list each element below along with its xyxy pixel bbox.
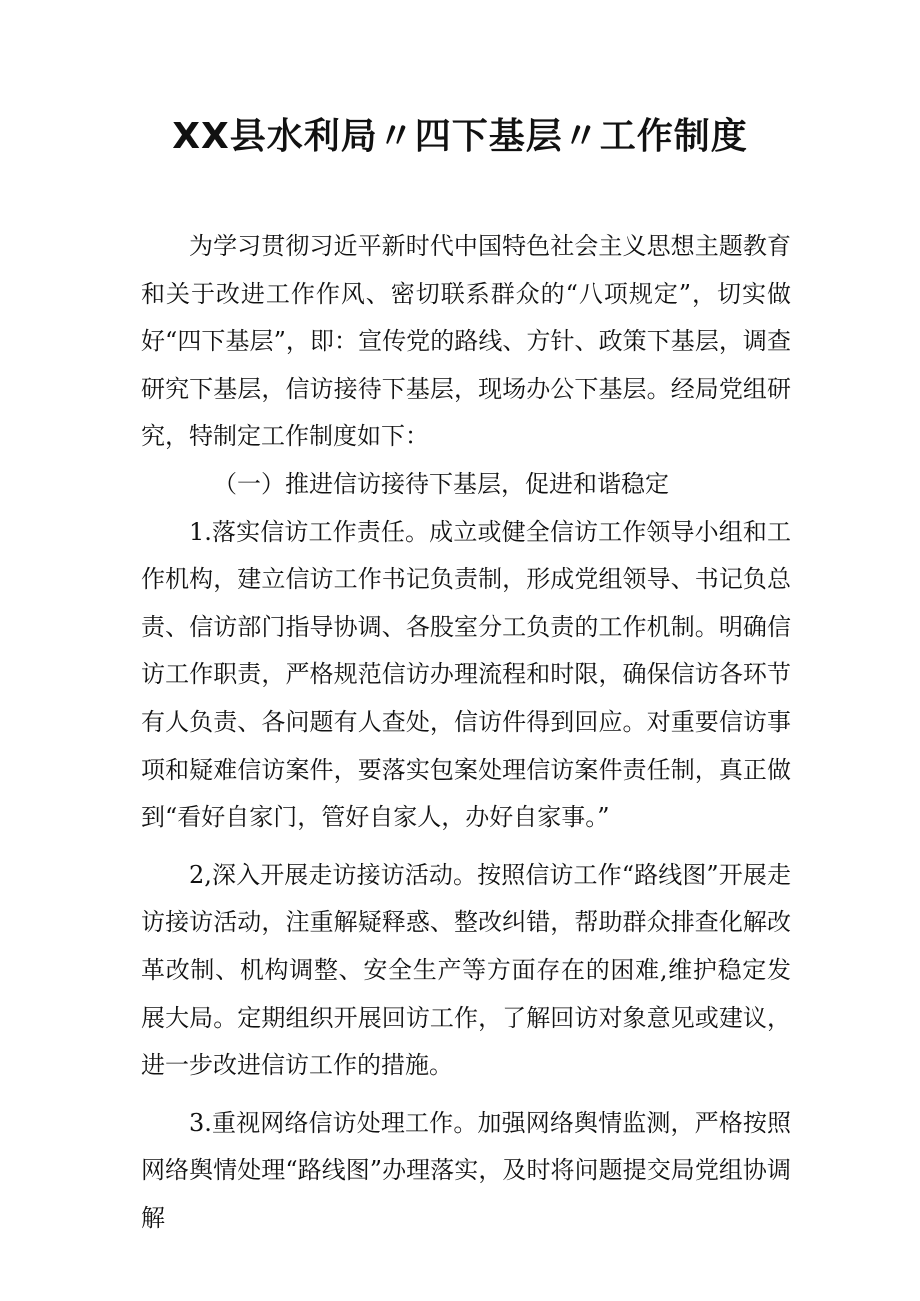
intro-paragraph: 为学习贯彻习近平新时代中国特色社会主义思想主题教育和关于改进工作作风、密切联系群众的“八项规定”，切实做好“四下基层”，即：宣传党的路线、方针、政策下基层，调查研究下基层，信访接待下基层，现场办公下基层。经局党组研究，特制定工作制度如下： [141,232,791,451]
section-heading: （一）推进信访接待下基层，促进和谐稳定 [213,469,669,498]
document-title: XX县水利局〃四下基层〃工作制度 [172,116,748,157]
item-paragraph-3: 3.重视网络信访处理工作。加强网络舆情监测，严格按照网络舆情处理“路线图”办理落实，及时将问题提交局党组协调解 [141,1108,791,1232]
document-body [141,223,791,1242]
item-paragraph-2: 2,深入开展走访接访活动。按照信访工作“路线图”开展走访接访活动，注重解疑释惑、整改纠错，帮助群众排查化解改革改制、机构调整、安全生产等方面存在的困难,维护稳定发展大局。定期组织开展回访工作，了解回访对象意见或建议，进一步改进信访工作的措施。 [141,860,791,1080]
item-paragraph-1: 1.落实信访工作责任。成立或健全信访工作领导小组和工作机构，建立信访工作书记负责制，形成党组领导、书记负总责、信访部门指导协调、各股室分工负责的工作机制。明确信访工作职责，严格规范信访办理流程和时限，确保信访各环节有人负责、各问题有人查处，信访件得到回应。对重要信访事项和疑难信访案件，要落实包案处理信访案件责任制，真正做到“看好自家门，管好自家人，办好自家事。” [141,517,791,832]
